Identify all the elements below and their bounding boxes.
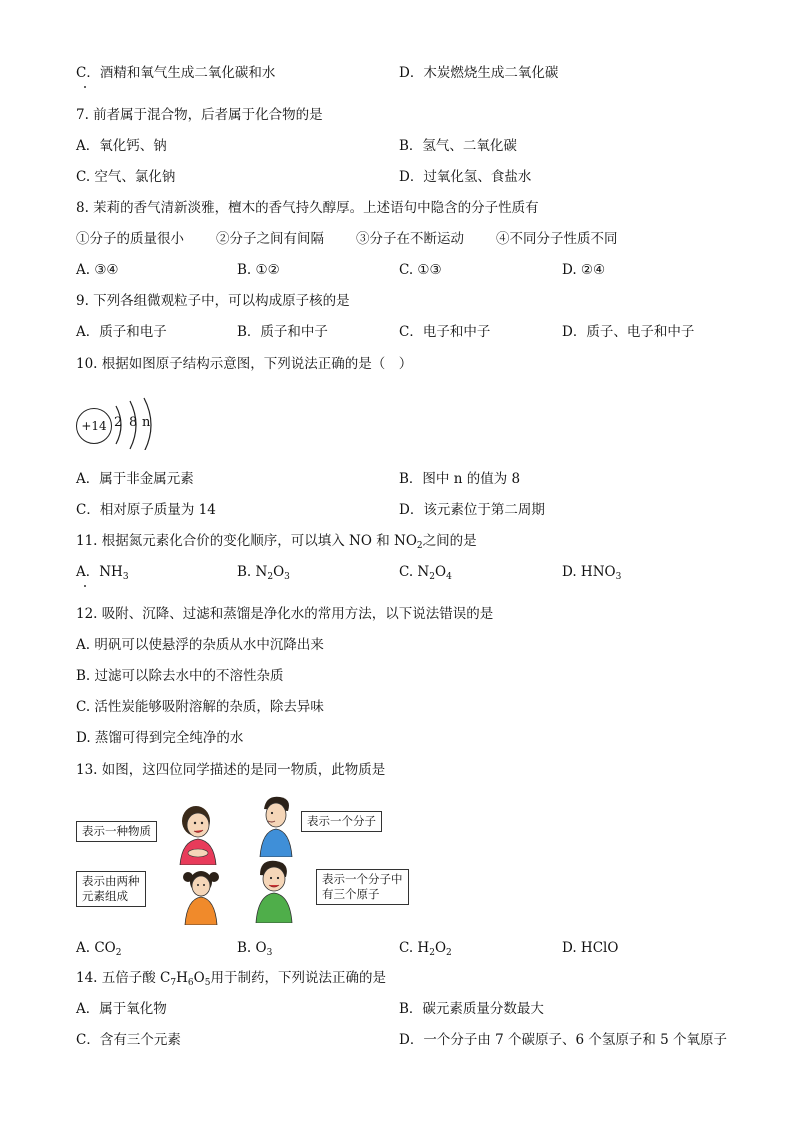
q13-option-d[interactable]: D. HClO: [562, 940, 619, 956]
q10-option-b[interactable]: B．图中 n 的值为 8: [399, 471, 521, 487]
q11-stem: 11. 根据氮元素化合价的变化顺序，可以填入 NO 和 $NO_2$之间的是: [76, 533, 477, 551]
q8-option-d[interactable]: D. ②④: [562, 262, 606, 278]
shell-1-electrons: 2: [114, 415, 123, 430]
q8-option-c[interactable]: C. ①③: [399, 262, 442, 278]
q13-option-a[interactable]: A. $CO_2$: [76, 940, 122, 958]
q9-option-c[interactable]: C．电子和中子: [399, 324, 491, 340]
q6-option-d[interactable]: D．木炭燃烧生成二氧化碳: [399, 65, 559, 81]
student-girl-red-illustration: [172, 803, 222, 865]
q9-stem: 9. 下列各组微观粒子中，可以构成原子核的是: [76, 293, 350, 309]
q7-option-d[interactable]: D．过氧化氢、食盐水: [399, 169, 532, 185]
q12-option-a[interactable]: A. 明矾可以使悬浮的杂质从水中沉降出来: [76, 637, 324, 653]
atom-structure-diagram: [72, 396, 162, 450]
q14-option-b[interactable]: B．碳元素质量分数最大: [399, 1001, 544, 1017]
q7-option-c[interactable]: C. 空气、氯化钠: [76, 169, 176, 185]
q10-option-a[interactable]: A．属于非金属元素: [76, 471, 194, 487]
q8-stem: 8. 茉莉的香气清新淡雅，檀木的香气持久醇厚。上述语句中隐含的分子性质有: [76, 200, 539, 216]
q14-option-a[interactable]: A．属于氧化物: [76, 1001, 167, 1017]
q7-option-b[interactable]: B．氢气、二氧化碳: [399, 138, 517, 154]
q6-option-c[interactable]: C．酒精和氧气生成二氧化碳和水: [76, 65, 276, 81]
q7-stem: 7. 前者属于混合物，后者属于化合物的是: [76, 107, 323, 123]
student-boy-green-illustration: [252, 859, 296, 923]
atom-nucleus: +14: [76, 408, 112, 444]
q8-property-4: ④不同分子性质不同: [496, 231, 618, 247]
shell-3-electrons: n: [142, 415, 151, 430]
speech-bubble-3: 表示由两种 元素组成: [76, 871, 146, 907]
q11-option-b[interactable]: B. $N_2O_3$: [237, 564, 290, 582]
q8-property-1: ①分子的质量很小: [76, 231, 184, 247]
student-boy-blue-illustration: [258, 795, 298, 857]
student-girl-orange-illustration: [180, 865, 222, 925]
q10-option-c[interactable]: C．相对原子质量为 14: [76, 502, 216, 518]
q9-option-b[interactable]: B．质子和中子: [237, 324, 328, 340]
q11-option-c[interactable]: C. $N_2O_4$: [399, 564, 452, 582]
q8-property-2: ②分子之间有间隔: [216, 231, 324, 247]
q8-option-a[interactable]: A. ③④: [76, 262, 119, 278]
mark-dot: [84, 585, 86, 587]
q11-option-d[interactable]: D. $HNO_3$: [562, 564, 622, 582]
q12-stem: 12. 吸附、沉降、过滤和蒸馏是净化水的常用方法，以下说法错误的是: [76, 606, 494, 622]
q10-option-d[interactable]: D．该元素位于第二周期: [399, 502, 545, 518]
q14-stem: 14. 五倍子酸 $C_7H_6O_5$用于制药，下列说法正确的是: [76, 970, 386, 988]
shell-2-electrons: 8: [129, 415, 138, 430]
q11-option-a[interactable]: A．$NH_3$: [76, 564, 129, 582]
q9-option-d[interactable]: D．质子、电子和中子: [562, 324, 695, 340]
q7-option-a[interactable]: A．氧化钙、钠: [76, 138, 167, 154]
q10-stem: 10. 根据如图原子结构示意图，下列说法正确的是（ ）: [76, 356, 413, 372]
q12-option-c[interactable]: C. 活性炭能够吸附溶解的杂质，除去异味: [76, 699, 324, 715]
speech-bubble-1: 表示一种物质: [76, 821, 157, 842]
q9-option-a[interactable]: A．质子和电子: [76, 324, 167, 340]
speech-bubble-2: 表示一个分子: [301, 811, 382, 832]
q8-property-3: ③分子在不断运动: [356, 231, 464, 247]
q14-option-c[interactable]: C．含有三个元素: [76, 1032, 181, 1048]
speech-bubble-4: 表示一个分子中 有三个原子: [316, 869, 409, 905]
four-students-figure: [76, 795, 421, 930]
q13-stem: 13. 如图，这四位同学描述的是同一物质，此物质是: [76, 762, 386, 778]
q14-option-d[interactable]: D．一个分子由 7 个碳原子、6 个氢原子和 5 个氧原子: [399, 1032, 728, 1048]
q8-option-b[interactable]: B. ①②: [237, 262, 280, 278]
q12-option-b[interactable]: B. 过滤可以除去水中的不溶性杂质: [76, 668, 284, 684]
q12-option-d[interactable]: D. 蒸馏可得到完全纯净的水: [76, 730, 244, 746]
q13-option-c[interactable]: C. $H_2O_2$: [399, 940, 452, 958]
mark-dot: [84, 86, 86, 88]
q13-option-b[interactable]: B. $O_3$: [237, 940, 273, 958]
